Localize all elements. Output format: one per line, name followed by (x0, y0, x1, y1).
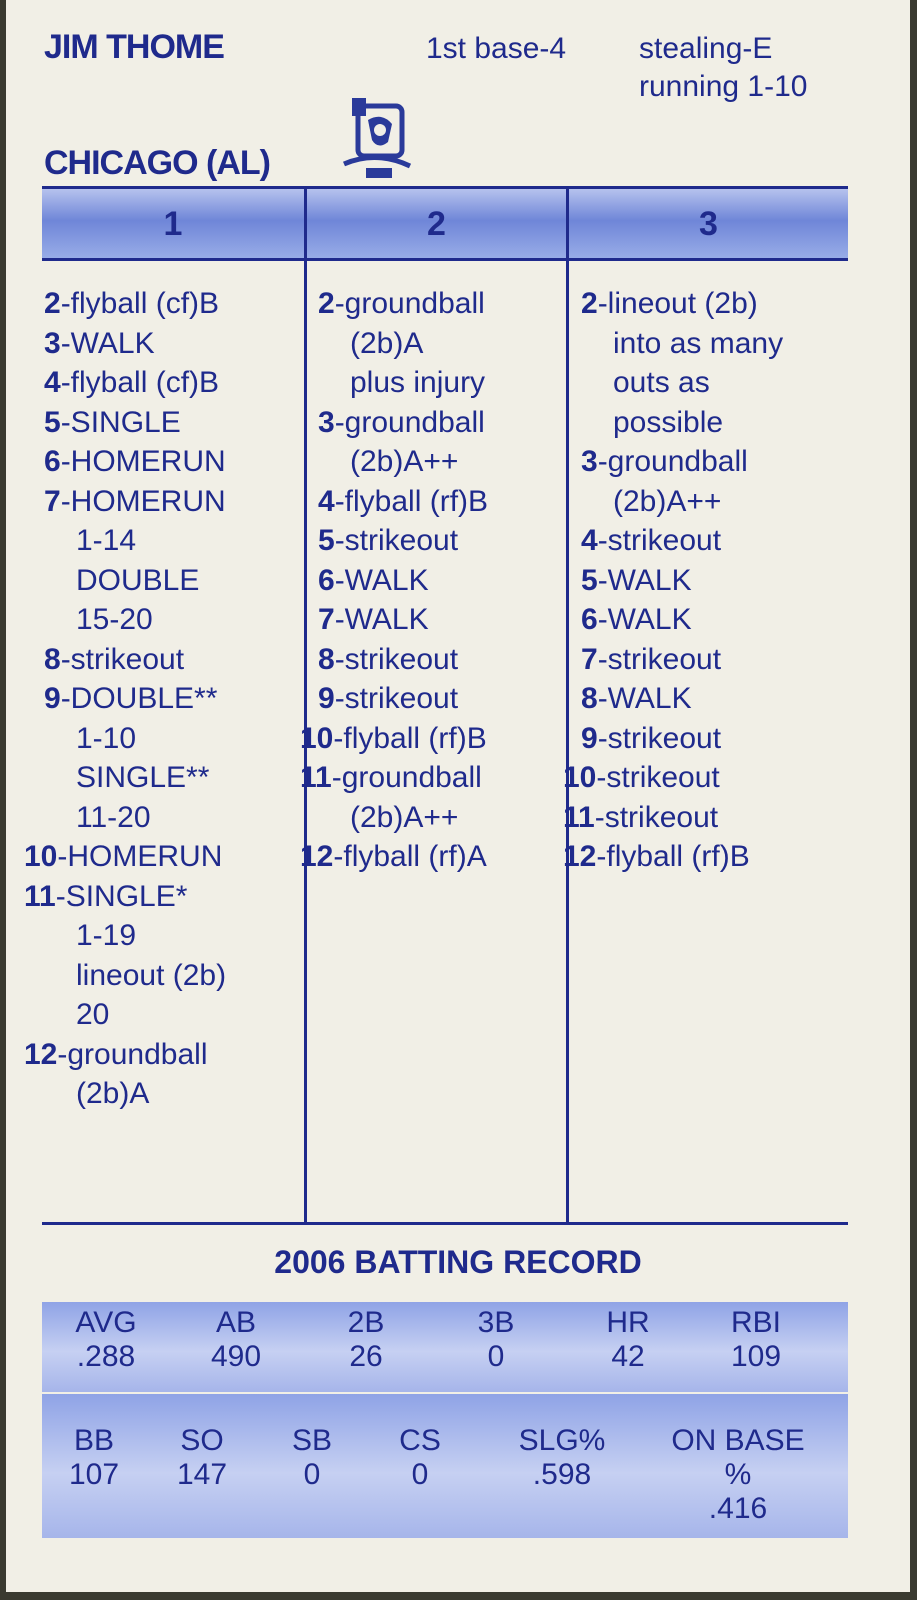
roll-result (44, 442, 226, 482)
roll-sub-result: 15-20 (76, 603, 153, 636)
roll-sub-result: (2b)A (76, 1077, 150, 1110)
roll-result (318, 640, 488, 680)
stat-value: 42 (611, 1340, 645, 1373)
roll-result (581, 442, 783, 482)
column-divider-2 (566, 188, 569, 1224)
stat-value: 147 (176, 1458, 228, 1491)
result-column-3 (563, 284, 784, 877)
running-rating: running 1-10 (639, 70, 808, 103)
roll-outcome: -strikeout (594, 800, 719, 834)
roll-result (581, 719, 783, 759)
game-logo-icon (338, 92, 414, 186)
roll-result (318, 284, 488, 324)
roll-number: 3 (44, 326, 61, 360)
stat-value: 26 (349, 1340, 383, 1373)
stat-label: AVG (75, 1306, 137, 1339)
stealing-rating: stealing-E (639, 32, 773, 65)
roll-number: 9 (44, 682, 61, 715)
roll-result (300, 719, 488, 759)
roll-sub-result: outs as (613, 366, 710, 399)
roll-number: 11 (300, 761, 332, 794)
roll-number: 12 (24, 1037, 58, 1071)
roll-number: 12 (563, 840, 597, 873)
roll-sub-result: 1-19 (76, 919, 137, 952)
roll-outcome: -strikeout (60, 642, 185, 676)
roll-number: 10 (563, 761, 597, 794)
roll-number: 4 (581, 524, 598, 557)
roll-outcome: -SINGLE* (55, 879, 188, 913)
stat-label: SB (291, 1424, 333, 1457)
roll-outcome: -groundball (334, 287, 485, 320)
stat-value: 0 (487, 1340, 505, 1373)
column-divider-1 (304, 188, 307, 1224)
roll-sub-result: SINGLE** (76, 761, 210, 794)
player-name: JIM THOME (44, 28, 224, 66)
roll-sub-result: DOUBLE (76, 563, 200, 597)
roll-sub-result: 1-14 (76, 524, 137, 557)
roll-outcome: -WALK (597, 682, 692, 715)
stat-label: CS (399, 1424, 441, 1457)
header-top-border (42, 186, 848, 189)
roll-outcome: -strikeout (334, 642, 459, 676)
roll-outcome: -strikeout (597, 721, 722, 755)
batting-record-title: 2006 BATTING RECORD (274, 1244, 642, 1280)
roll-sub-result: (2b)A++ (613, 484, 722, 518)
player-card (6, 0, 910, 1592)
roll-number: 11 (563, 800, 595, 834)
roll-outcome: -HOMERUN (57, 840, 223, 873)
stat-value: .416 (708, 1492, 768, 1525)
roll-result (563, 798, 783, 838)
roll-number: 9 (581, 721, 598, 755)
roll-outcome: -flyball (rf)B (333, 721, 487, 755)
stat-label: ON BASE % (671, 1424, 805, 1491)
roll-number: 11 (24, 879, 56, 913)
header-bottom-border (42, 258, 848, 261)
roll-outcome: -SINGLE (60, 405, 181, 439)
roll-number: 8 (44, 642, 61, 676)
roll-number: 2 (318, 287, 335, 320)
roll-result (44, 679, 226, 719)
roll-result (44, 284, 226, 324)
roll-number: 5 (44, 405, 61, 439)
result-column-2 (300, 284, 489, 877)
roll-outcome: -DOUBLE** (60, 682, 218, 715)
roll-number: 10 (24, 840, 58, 873)
roll-outcome: -groundball (334, 405, 485, 439)
roll-outcome: -flyball (cf)B (60, 287, 220, 320)
stat-value: .288 (76, 1340, 136, 1373)
roll-outcome: -flyball (rf)B (596, 840, 750, 873)
roll-number: 3 (581, 445, 598, 478)
roll-result (318, 521, 488, 561)
roll-number: 6 (44, 445, 61, 478)
stat-slg (482, 1424, 642, 1492)
roll-number: 3 (318, 405, 335, 439)
stat-value: 0 (303, 1458, 321, 1491)
stat-value: .598 (532, 1458, 592, 1491)
stat-label: AB (215, 1306, 257, 1339)
roll-outcome: -groundball (331, 761, 482, 794)
roll-outcome: -WALK (334, 563, 429, 597)
result-column-1 (24, 284, 227, 1114)
roll-outcome: -flyball (cf)B (60, 366, 220, 399)
stat-value: 490 (210, 1340, 262, 1373)
roll-sub-result: (2b)A++ (350, 800, 459, 834)
roll-result (44, 403, 226, 443)
roll-number: 5 (318, 524, 335, 557)
stat-label: BB (73, 1424, 115, 1457)
roll-result (318, 482, 488, 522)
roll-number: 12 (300, 840, 334, 873)
roll-sub-result: (2b)A++ (350, 445, 459, 478)
roll-result (581, 561, 783, 601)
roll-result (44, 482, 226, 522)
team-name: CHICAGO (AL) (44, 144, 270, 182)
roll-sub-result: 1-10 (76, 721, 137, 755)
roll-outcome: -strikeout (597, 642, 722, 676)
roll-number: 6 (318, 563, 335, 597)
roll-sub-result: into as many (613, 326, 784, 360)
roll-number: 7 (44, 484, 61, 518)
roll-result (563, 758, 783, 798)
column-header-3: 3 (569, 188, 848, 260)
stat-on-base (658, 1424, 818, 1526)
roll-sub-result: plus injury (350, 366, 486, 399)
roll-result (581, 284, 783, 324)
roll-sub-result: (2b)A (350, 326, 424, 360)
roll-number: 4 (44, 366, 61, 399)
roll-outcome: -strikeout (334, 524, 459, 557)
roll-number: 2 (581, 287, 598, 320)
roll-result (44, 363, 226, 403)
roll-outcome: -WALK (334, 603, 429, 636)
roll-sub-result: possible (613, 405, 724, 439)
roll-outcome: -WALK (60, 326, 155, 360)
roll-result (300, 758, 488, 798)
roll-result (24, 1035, 226, 1075)
roll-number: 6 (581, 603, 598, 636)
stat-label: HR (606, 1306, 650, 1339)
column-header-1: 1 (42, 188, 304, 260)
roll-number: 10 (300, 721, 334, 755)
roll-result (581, 640, 783, 680)
stat-value: 107 (68, 1458, 120, 1491)
roll-result (581, 600, 783, 640)
roll-outcome: -strikeout (334, 682, 459, 715)
roll-outcome: -HOMERUN (60, 484, 226, 518)
stat-label: RBI (730, 1306, 781, 1339)
stat-rbi (676, 1306, 836, 1374)
roll-result (581, 521, 783, 561)
roll-result (318, 679, 488, 719)
columns-bottom-border (42, 1222, 848, 1225)
roll-outcome: -strikeout (596, 761, 720, 794)
roll-result (44, 640, 226, 680)
stat-cs (340, 1424, 500, 1492)
roll-outcome: -flyball (rf)A (333, 840, 487, 873)
roll-outcome: -WALK (597, 603, 692, 636)
roll-result (24, 837, 226, 877)
roll-number: 4 (318, 484, 335, 518)
roll-result (24, 877, 226, 917)
roll-outcome: -HOMERUN (60, 445, 226, 478)
roll-result (300, 837, 488, 877)
roll-sub-result: lineout (2b) (76, 958, 227, 992)
roll-number: 2 (44, 287, 61, 320)
roll-number: 5 (581, 563, 598, 597)
roll-number: 7 (581, 642, 598, 676)
roll-outcome: -lineout (2b) (597, 287, 758, 320)
roll-outcome: -strikeout (597, 524, 722, 557)
roll-result (318, 600, 488, 640)
roll-number: 8 (581, 682, 598, 715)
fielding-rating: 1st base-4 (426, 32, 567, 65)
roll-sub-result: 20 (76, 998, 110, 1031)
roll-outcome: -WALK (597, 563, 692, 597)
stat-label: 3B (477, 1306, 515, 1339)
stat-label: SLG% (518, 1424, 606, 1457)
roll-result (581, 679, 783, 719)
stat-value: 109 (730, 1340, 782, 1373)
roll-outcome: -groundball (57, 1037, 208, 1071)
roll-outcome: -groundball (597, 445, 748, 478)
roll-number: 8 (318, 642, 335, 676)
stat-label: 2B (347, 1306, 385, 1339)
roll-number: 9 (318, 682, 335, 715)
column-header-2: 2 (307, 188, 566, 260)
stat-value: 0 (411, 1458, 429, 1491)
roll-result (563, 837, 783, 877)
roll-result (318, 403, 488, 443)
roll-number: 7 (318, 603, 335, 636)
roll-outcome: -flyball (rf)B (334, 484, 489, 518)
roll-result (44, 324, 226, 364)
roll-sub-result: 11-20 (76, 800, 151, 834)
stat-label: SO (180, 1424, 224, 1457)
roll-result (318, 561, 488, 601)
